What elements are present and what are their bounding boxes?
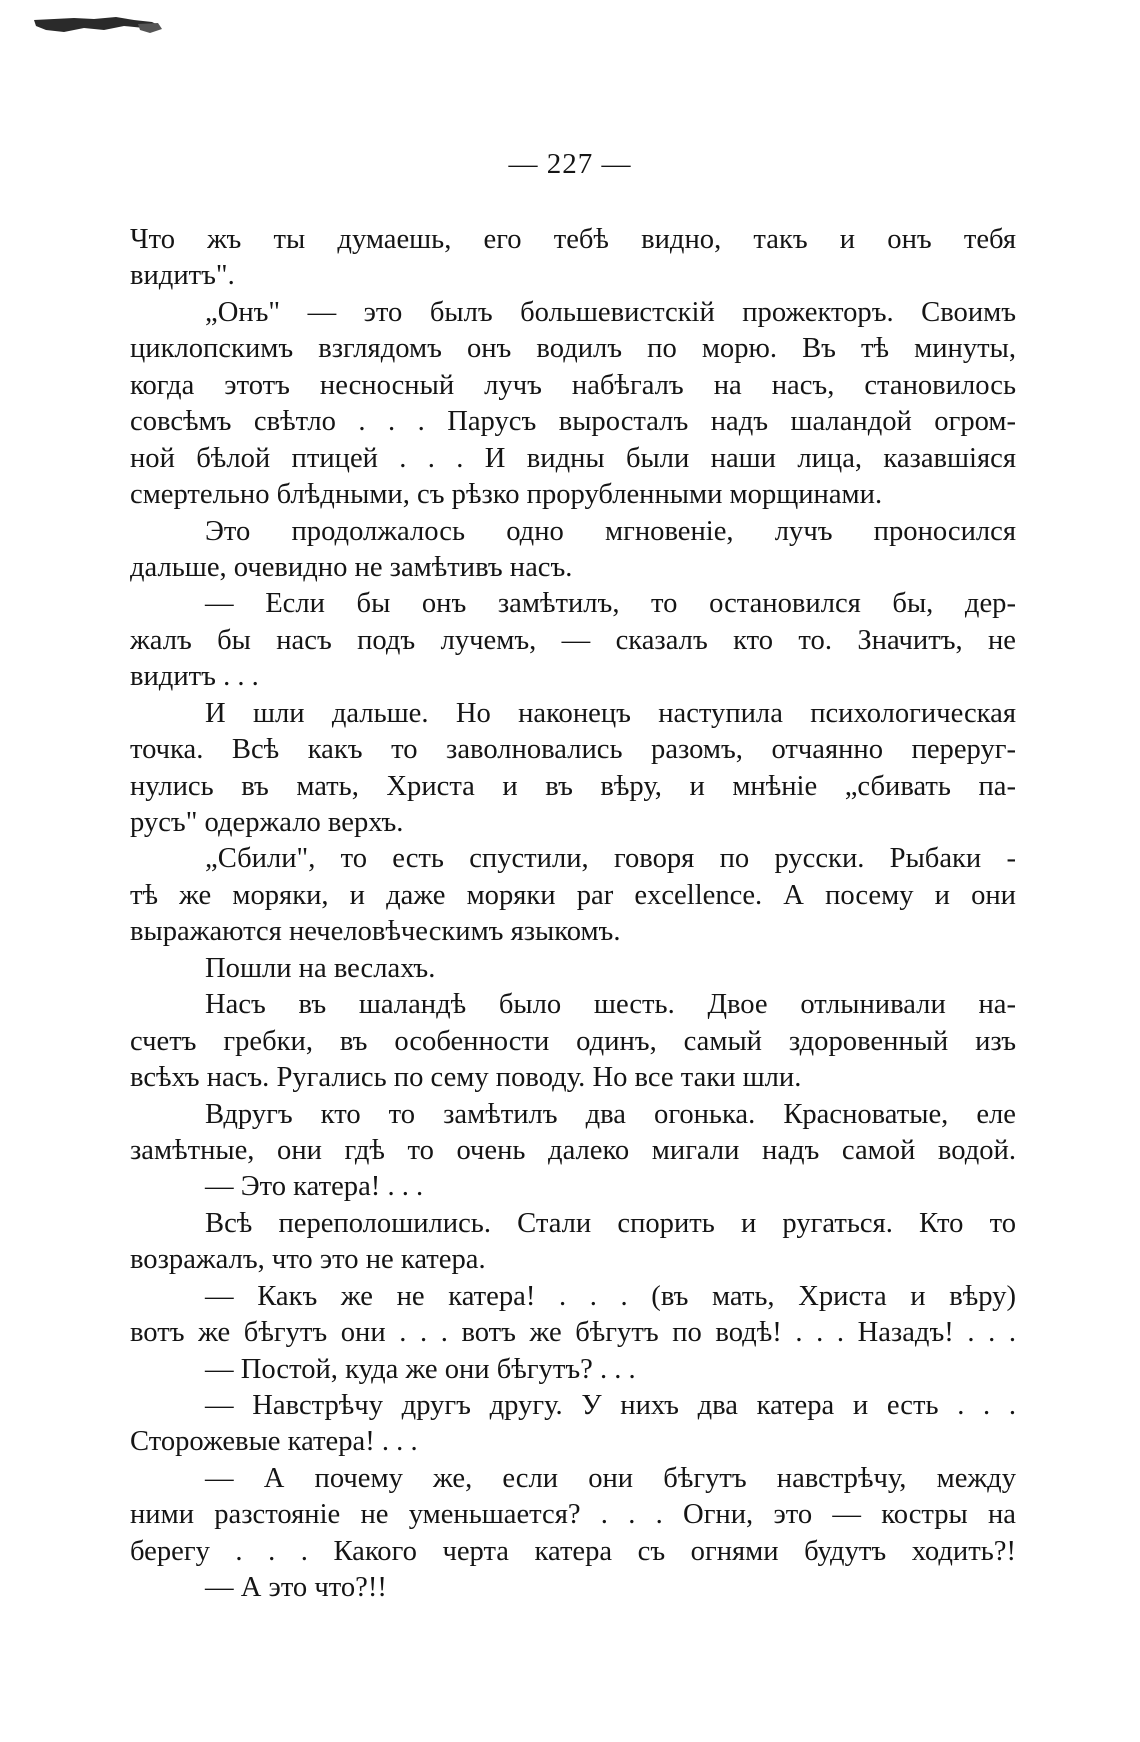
text-line: жалъ бы насъ подъ лучемъ, — сказалъ кто то. Значитъ, не — [130, 624, 1016, 656]
text-line: видитъ . . . — [130, 661, 259, 693]
text-line: вотъ же бѣгутъ они . . . вотъ же бѣгутъ по водѣ! . . . Назадъ! . . . — [130, 1317, 1016, 1349]
text-line: „Сбили", то есть спустили, говоря по русски. Рыбаки - — [205, 843, 1016, 875]
text-line: — Какъ же не катера! . . . (въ мать, Христа и вѣру) — [205, 1280, 1016, 1312]
text-line: видитъ". — [130, 260, 235, 292]
text-line: — Это катера! . . . — [205, 1171, 424, 1203]
text-line: — Навстрѣчу другъ другу. У нихъ два катера и есть . . . — [205, 1390, 1016, 1421]
text-line: тѣ же моряки, и даже моряки par excellence. А посему и они — [130, 879, 1016, 911]
text-line: циклопскимъ взглядомъ онъ водилъ по морю. Въ тѣ минуты, — [130, 333, 1016, 365]
text-line: счетъ гребки, въ особенности одинъ, самый здоровенный изъ — [130, 1025, 1016, 1057]
text-line: — А это что?!! — [205, 1572, 387, 1604]
text-line: „Онъ" — это былъ большевистскій прожекторъ. Своимъ — [205, 296, 1016, 328]
text-line: ними разстояніе не уменьшается? . . . Огни, это — костры на — [130, 1499, 1016, 1531]
text-line: возражалъ, что это не катера. — [130, 1244, 486, 1276]
text-line: ной бѣлой птицей . . . И видны были наши лица, казавшіяся — [130, 442, 1016, 474]
text-line: Сторожевые катера! . . . — [130, 1426, 418, 1458]
ink-smudge — [34, 14, 164, 36]
text-line: совсѣмъ свѣтло . . . Парусъ выросталъ надъ шаландой огром- — [130, 406, 1016, 438]
text-line: — Если бы онъ замѣтилъ, то остановился бы, дер- — [205, 588, 1016, 620]
text-line: точка. Всѣ какъ то заволновались разомъ, отчаянно переруг- — [130, 734, 1016, 766]
text-line: — А почему же, если они бѣгутъ навстрѣчу, между — [205, 1462, 1016, 1494]
text-line: когда этотъ несносный лучъ набѣгалъ на насъ, становилось — [130, 369, 1016, 401]
text-line: дальше, очевидно не замѣтивъ насъ. — [130, 551, 573, 583]
text-line: берегу . . . Какого черта катера съ огнями будутъ ходить?! — [130, 1535, 1016, 1567]
body-text — [130, 222, 1016, 1607]
text-line: выражаются нечеловѣческимъ языкомъ. — [130, 916, 621, 948]
text-line: русъ" одержало верхъ. — [130, 807, 404, 838]
text-line: Всѣ переполошились. Стали спорить и ругаться. Кто то — [205, 1207, 1016, 1239]
text-line: смертельно блѣдными, съ рѣзко прорубленными морщинами. — [130, 479, 883, 511]
text-line: — Постой, куда же они бѣгутъ? . . . — [205, 1353, 636, 1385]
text-line: нулись въ мать, Христа и въ вѣру, и мнѣніе „сбивать па- — [130, 770, 1016, 802]
text-line: Что жъ ты думаешь, его тебѣ видно, такъ и онъ тебя — [130, 224, 1016, 255]
page-number: — 227 — — [508, 148, 632, 180]
text-line: Вдругъ кто то замѣтилъ два огонька. Красноватые, еле — [205, 1098, 1016, 1130]
text-line: Это продолжалось одно мгновеніе, лучъ проносился — [205, 515, 1016, 547]
text-line: И шли дальше. Но наконецъ наступила психологическая — [205, 697, 1016, 729]
text-line: Насъ въ шаландѣ было шесть. Двое отлынивали на- — [205, 989, 1016, 1021]
text-line: Пошли на веслахъ. — [205, 952, 436, 984]
text-line: замѣтные, они гдѣ то очень далеко мигали надъ самой водой. — [130, 1134, 1016, 1166]
text-line: всѣхъ насъ. Ругались по сему поводу. Но все таки шли. — [130, 1062, 802, 1094]
